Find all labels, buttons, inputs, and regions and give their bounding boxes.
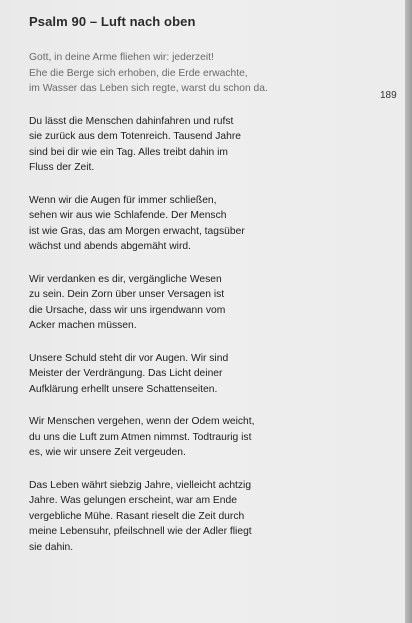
poem-line: Meister der Verdrängung. Das Licht deiner (29, 368, 223, 379)
poem-line: Wenn wir die Augen für immer schließen, (29, 194, 217, 206)
poem-line: wächst und abends abgemäht wird. (29, 241, 191, 252)
poem-line: Fluss der Zeit. (29, 162, 95, 173)
poem-line: zu sein. Dein Zorn über unser Versagen ist (29, 289, 225, 300)
stanza (29, 272, 379, 334)
poem-line: es, wie wir unsere Zeit vergeuden. (29, 447, 186, 458)
poem-line: ist wie Gras, das am Morgen erwacht, tagsüber (29, 225, 245, 237)
poem-line: Das Leben währt siebzig Jahre, vielleicht achtzig (29, 479, 252, 491)
page-number: 189 (380, 90, 397, 101)
poem-line: sie dahin. (29, 541, 74, 553)
poem-line: meine Lebensuhr, pfeilschnell wie der Adler fliegt (29, 526, 252, 537)
poem-line: Aufklärung erhellt unsere Schattenseiten. (29, 383, 218, 395)
stanza (29, 193, 379, 255)
stanza (29, 414, 379, 461)
poem-line: die Ursache, dass wir uns irgendwann vom (29, 304, 226, 316)
poem-line: Unsere Schuld steht dir vor Augen. Wir sind (29, 352, 229, 364)
poem-line: sehen wir aus wie Schlafende. Der Mensch (29, 210, 227, 221)
poem-line: Jahre. Was gelungen erscheint, war am Ende (29, 495, 237, 506)
poem-line: im Wasser das Leben sich regte, warst du schon da. (29, 83, 268, 94)
poem-line: du uns die Luft zum Atmen nimmst. Todtraurig ist (29, 431, 252, 443)
stanza (29, 114, 379, 176)
page-title: Psalm 90 – Luft nach oben (29, 14, 196, 29)
stanza (29, 478, 379, 556)
poem-line: Acker machen müssen. (29, 320, 137, 331)
poem-line: Du lässt die Menschen dahinfahren und rufst (29, 115, 234, 127)
poem-body (29, 50, 379, 572)
page-edge (405, 0, 412, 623)
poem-line: vergebliche Mühe. Rasant rieselt die Zeit durch (29, 510, 245, 522)
poem-line: Ehe die Berge sich erhoben, die Erde erwachte, (29, 67, 248, 79)
poem-line: sind bei dir wie ein Tag. Alles treibt dahin im (29, 146, 228, 158)
poem-line: Wir verdanken es dir, vergängliche Wesen (29, 273, 222, 285)
poem-line: Wir Menschen vergehen, wenn der Odem weicht, (29, 416, 255, 427)
stanza (29, 50, 379, 97)
poem-line: sie zurück aus dem Totenreich. Tausend Jahre (29, 131, 241, 142)
stanza (29, 351, 379, 398)
poem-line: Gott, in deine Arme fliehen wir: jederzeit! (29, 52, 214, 63)
